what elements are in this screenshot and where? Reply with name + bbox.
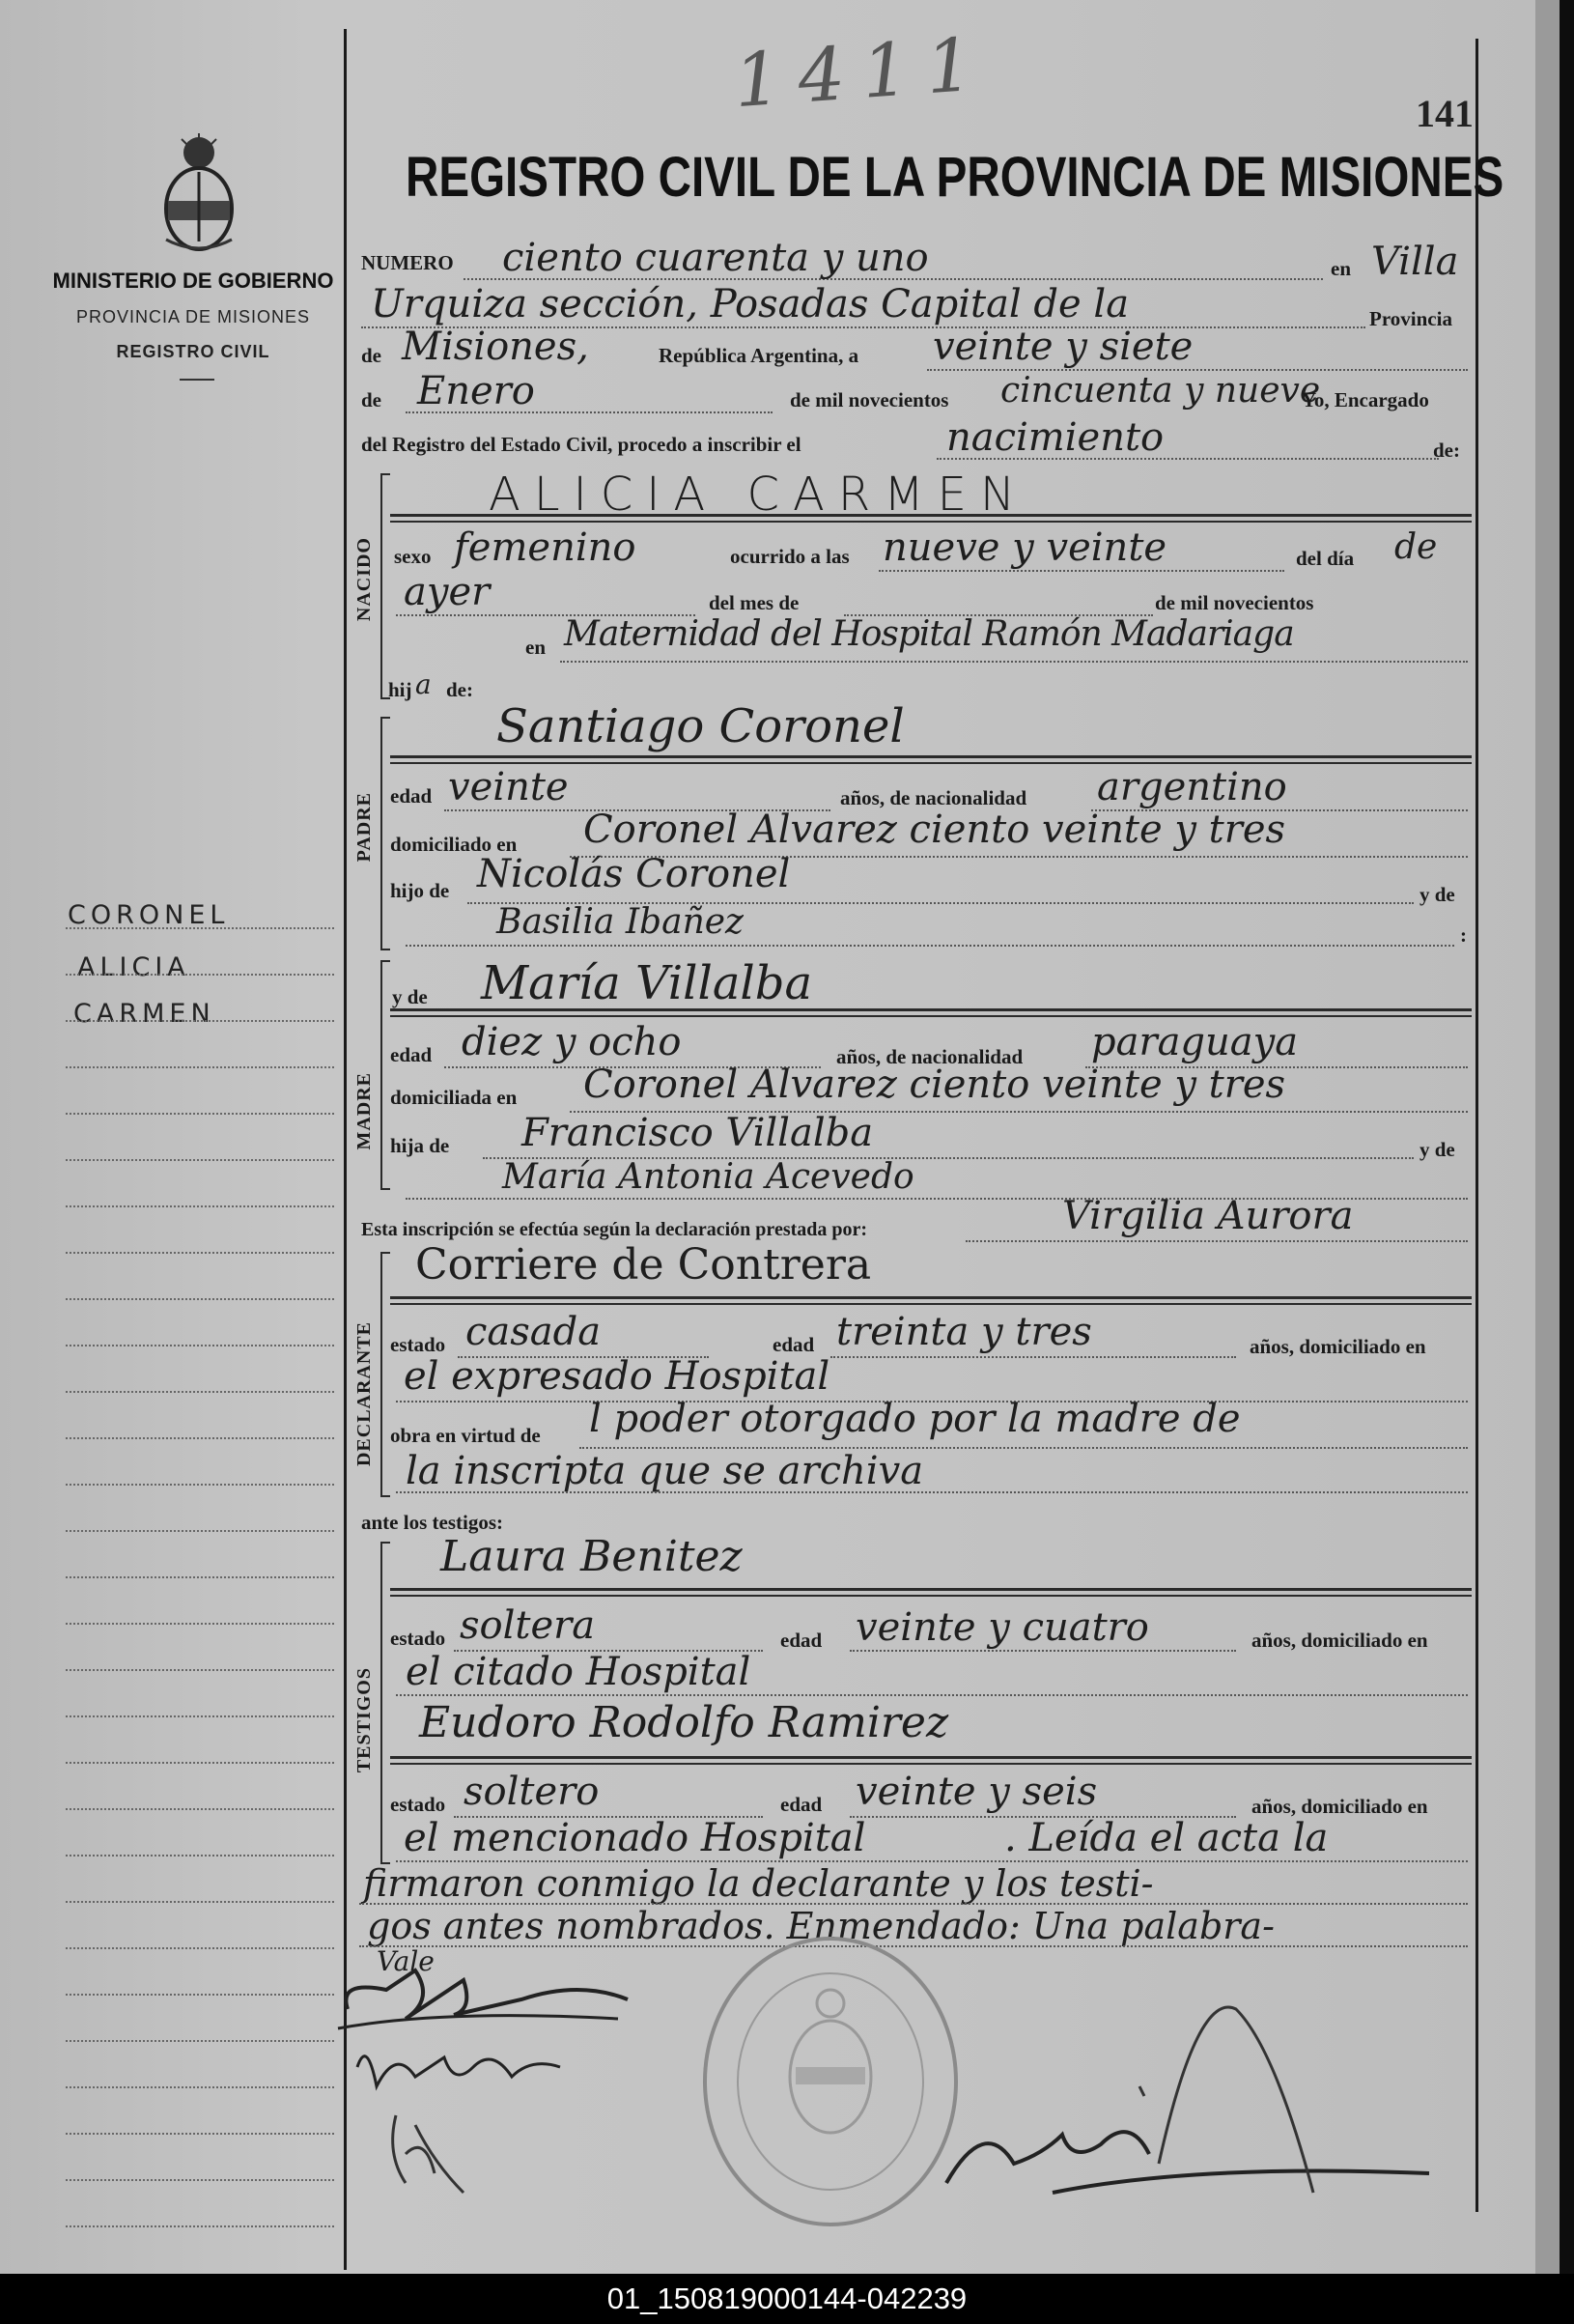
margin-rule-line bbox=[66, 1947, 334, 1949]
anio-value: cincuenta y nueve bbox=[1000, 371, 1321, 411]
numero-label: NUMERO bbox=[361, 251, 454, 274]
hijo-label: hij bbox=[388, 678, 412, 701]
margin-rule-line bbox=[66, 1205, 334, 1207]
madre-bracket bbox=[380, 960, 390, 1190]
padre-section-label: PADRE bbox=[353, 792, 375, 863]
ante-testigos-label: ante los testigos: bbox=[361, 1511, 503, 1534]
coat-of-arms-emblem bbox=[153, 133, 245, 259]
testigo1-domicilio-label: años, domiciliado en bbox=[1251, 1629, 1428, 1652]
declarante-bracket bbox=[380, 1252, 390, 1497]
acto-value: nacimiento bbox=[946, 415, 1165, 460]
declarante-nombre-2: Corriere de Contrera bbox=[415, 1240, 872, 1290]
testigo2-estado: soltero bbox=[464, 1770, 600, 1814]
madre-section-label: MADRE bbox=[353, 1072, 375, 1150]
madre-domicilio-label: domiciliada en bbox=[390, 1086, 518, 1109]
signature-testigo-benitez bbox=[338, 2028, 589, 2106]
declarante-domicilio: el expresado Hospital bbox=[404, 1354, 830, 1399]
declarante-estado-label: estado bbox=[390, 1333, 446, 1356]
padre-colon: : bbox=[1460, 923, 1467, 947]
de-colon: de: bbox=[1433, 439, 1460, 462]
page-number: 141 bbox=[1416, 92, 1474, 135]
margin-rule-line bbox=[66, 2225, 334, 2227]
closing-4: Vale bbox=[377, 1945, 435, 1977]
madre-domicilio: Coronel Alvarez ciento veinte y tres bbox=[583, 1063, 1286, 1107]
testigo1-edad: veinte y cuatro bbox=[856, 1605, 1149, 1650]
declarante-edad-label: edad bbox=[773, 1333, 815, 1356]
margin-rule-line bbox=[66, 2086, 334, 2088]
padre-domicilio: Coronel Alvarez ciento veinte y tres bbox=[583, 808, 1286, 852]
dia-value: veinte y siete bbox=[933, 325, 1194, 369]
nacido-lugar: Maternidad del Hospital Ramón Madariaga bbox=[564, 614, 1294, 654]
hora-value: nueve y veinte bbox=[883, 525, 1167, 570]
declarante-estado: casada bbox=[465, 1310, 602, 1354]
image-id-caption: 01_150819000144-042239 bbox=[0, 2274, 1574, 2324]
testigo1-dom-line bbox=[396, 1694, 1468, 1696]
madre-hija-de-label: hija de bbox=[390, 1134, 450, 1157]
signature-encargado bbox=[908, 1970, 1448, 2222]
nacido-bracket bbox=[380, 473, 390, 699]
padre-edad-label: edad bbox=[390, 784, 433, 808]
margin-rule-line bbox=[66, 1159, 334, 1161]
hora-line bbox=[879, 570, 1284, 572]
testigo1-rule bbox=[390, 1588, 1472, 1597]
margin-rule-line bbox=[66, 1623, 334, 1625]
madre-nac-label: años, de nacionalidad bbox=[836, 1045, 1024, 1068]
declarante-edad: treinta y tres bbox=[836, 1310, 1092, 1354]
madre-edad-label: edad bbox=[390, 1043, 433, 1066]
padre-madre-de: Basilia Ibañez bbox=[496, 902, 745, 942]
lugar-1: Villa bbox=[1371, 240, 1459, 284]
provincia-value: Misiones, bbox=[402, 325, 589, 369]
testigo1-edad-label: edad bbox=[780, 1629, 823, 1652]
margin-rule-line bbox=[66, 1391, 334, 1393]
margin-rule-line bbox=[66, 927, 334, 929]
margin-rule-line bbox=[66, 2133, 334, 2135]
testigo2-domicilio: el mencionado Hospital bbox=[404, 1816, 866, 1860]
padre-padre-de: Nicolás Coronel bbox=[477, 852, 791, 896]
closing-1: . Leída el acta la bbox=[1004, 1816, 1329, 1860]
right-margin-rule bbox=[1476, 39, 1478, 2212]
sexo-label: sexo bbox=[394, 545, 432, 568]
declarante-obra2-line bbox=[396, 1491, 1468, 1493]
margin-rule-line bbox=[66, 1576, 334, 1578]
yo-label: Yo, Encargado bbox=[1302, 388, 1429, 411]
folio-handwritten: 1411 bbox=[731, 19, 994, 125]
margin-rule-line bbox=[66, 1762, 334, 1764]
ocurrido-label: ocurrido a las bbox=[730, 545, 850, 568]
margin-rule-line bbox=[66, 1437, 334, 1439]
margin-rule-line bbox=[66, 1855, 334, 1856]
acto-line bbox=[937, 458, 1439, 460]
declarante-obra-1: l poder otorgado por la madre de bbox=[589, 1397, 1241, 1441]
left-margin-rule bbox=[344, 29, 347, 2270]
page-title: REGISTRO CIVIL DE LA PROVINCIA DE MISIONES bbox=[406, 146, 1504, 209]
margin-note-surname: CORONEL bbox=[68, 900, 230, 930]
margin-rule-line bbox=[66, 1994, 334, 1996]
mil-label-2: de mil novecientos bbox=[1155, 591, 1314, 614]
margin-note-name1: ALICIA bbox=[77, 952, 190, 982]
declarante-section-label: DECLARANTE bbox=[353, 1321, 375, 1467]
madre-nombre-rule bbox=[390, 1008, 1472, 1017]
margin-rule-line bbox=[66, 1020, 334, 1022]
margin-rule-line bbox=[66, 1715, 334, 1717]
declarante-intro-line bbox=[966, 1240, 1468, 1242]
margin-note-name2: CARMEN bbox=[73, 999, 215, 1029]
testigo2-nombre: Eudoro Rodolfo Ramirez bbox=[419, 1698, 949, 1747]
province-label: PROVINCIA DE MISIONES bbox=[75, 307, 311, 326]
nacido-nombre-rule bbox=[390, 514, 1472, 523]
closing-2: firmaron conmigo la declarante y los testi- bbox=[363, 1862, 1154, 1905]
padre-madre-line bbox=[406, 945, 1454, 947]
page-edge bbox=[1535, 0, 1560, 2274]
madre-padre-de: Francisco Villalba bbox=[521, 1111, 874, 1155]
dia-1: de bbox=[1394, 527, 1438, 567]
dia-2: ayer bbox=[404, 570, 491, 614]
margin-rule-line bbox=[66, 1298, 334, 1300]
mes-value: Enero bbox=[417, 369, 535, 413]
registro-label: del Registro del Estado Civil, procedo a inscribir el bbox=[361, 433, 801, 456]
testigo1-estado: soltera bbox=[460, 1603, 596, 1648]
margin-rule-line bbox=[66, 1901, 334, 1903]
margin-rule-line bbox=[66, 1808, 334, 1810]
closing-3: gos antes nombrados. Enmendado: Una palabra- bbox=[367, 1905, 1275, 1947]
margin-rule-line bbox=[66, 1345, 334, 1346]
declarante-obra-2: la inscripta que se archiva bbox=[406, 1449, 924, 1493]
de-label-2: de bbox=[361, 388, 381, 411]
en-label: en bbox=[1331, 257, 1351, 280]
padre-nombre-rule bbox=[390, 755, 1472, 764]
margin-rule-line bbox=[66, 1669, 334, 1671]
madre-nacionalidad: paraguaya bbox=[1091, 1020, 1299, 1064]
testigo2-edad: veinte y seis bbox=[856, 1770, 1098, 1814]
madre-madre-de: María Antonia Acevedo bbox=[502, 1157, 914, 1197]
hijo-suffix: a bbox=[415, 668, 432, 700]
margin-rule-line bbox=[66, 1252, 334, 1254]
nacido-nombre: ALICIA CARMEN bbox=[489, 468, 1028, 522]
madre-y-de-label: y de bbox=[392, 985, 428, 1008]
declarante-edad-line bbox=[830, 1356, 1236, 1358]
padre-y-de-label: y de bbox=[1419, 883, 1455, 906]
margin-rule-line bbox=[66, 1113, 334, 1115]
de-label-1: de bbox=[361, 344, 381, 367]
madre-nombre: María Villalba bbox=[481, 956, 813, 1010]
office-label: REGISTRO CIVIL bbox=[116, 342, 270, 361]
madre-y-de-label-2: y de bbox=[1419, 1138, 1455, 1161]
republica-label: República Argentina, a bbox=[659, 344, 859, 367]
margin-rule-line bbox=[66, 974, 334, 976]
padre-nacionalidad: argentino bbox=[1097, 765, 1287, 809]
testigo2-rule bbox=[390, 1756, 1472, 1765]
madre-edad: diez y ocho bbox=[462, 1020, 682, 1064]
padre-domicilio-label: domiciliado en bbox=[390, 833, 518, 856]
declarante-obra-label: obra en virtud de bbox=[390, 1424, 541, 1447]
testigo1-estado-label: estado bbox=[390, 1627, 446, 1650]
mes-line bbox=[406, 411, 773, 413]
testigo2-domicilio-label: años, domiciliado en bbox=[1251, 1795, 1428, 1818]
margin-rule-line bbox=[66, 2179, 334, 2181]
signature-testigo-scribble bbox=[377, 2096, 550, 2202]
margin-rule-line bbox=[66, 1484, 334, 1486]
header-divider bbox=[180, 379, 214, 381]
ministry-label: MINISTERIO DE GOBIERNO bbox=[52, 269, 334, 293]
nacido-section-label: NACIDO bbox=[353, 537, 375, 622]
padre-hijo-de-label: hijo de bbox=[390, 879, 450, 902]
declarante-intro-label: Esta inscripción se efectúa según la declaración prestada por: bbox=[361, 1219, 868, 1240]
padre-nac-label: años, de nacionalidad bbox=[840, 786, 1027, 809]
padre-bracket bbox=[380, 717, 390, 950]
declarante-nombre-1: Virgilia Aurora bbox=[1062, 1194, 1354, 1238]
testigo2-edad-label: edad bbox=[780, 1793, 823, 1816]
margin-rule-line bbox=[66, 2040, 334, 2042]
padre-nombre: Santiago Coronel bbox=[496, 699, 905, 753]
declarante-domicilio-label: años, domiciliado en bbox=[1250, 1335, 1426, 1358]
testigo2-estado-label: estado bbox=[390, 1793, 446, 1816]
provincia-label: Provincia bbox=[1369, 307, 1452, 330]
testigo1-nombre: Laura Benitez bbox=[440, 1532, 743, 1581]
mil-label: de mil novecientos bbox=[790, 388, 949, 411]
declarante-nombre-rule bbox=[390, 1296, 1472, 1305]
sexo-value: femenino bbox=[454, 525, 636, 570]
lugar2-line bbox=[560, 661, 1468, 663]
numero-value: ciento cuarenta y uno bbox=[502, 236, 929, 280]
testigo1-edad-line bbox=[850, 1650, 1236, 1652]
margin-rule-line bbox=[66, 1066, 334, 1068]
lugar-2: Urquiza sección, Posadas Capital de la bbox=[371, 282, 1130, 326]
del-dia-label: del día bbox=[1296, 547, 1355, 570]
del-mes-label: del mes de bbox=[709, 591, 800, 614]
hijo-de-label: de: bbox=[446, 678, 473, 701]
nacido-en-label: en bbox=[525, 636, 546, 659]
testigos-bracket bbox=[380, 1542, 390, 1864]
testigos-section-label: TESTIGOS bbox=[353, 1667, 375, 1773]
testigo1-domicilio: el citado Hospital bbox=[406, 1650, 751, 1694]
padre-edad: veinte bbox=[448, 765, 569, 809]
margin-rule-line bbox=[66, 1530, 334, 1532]
